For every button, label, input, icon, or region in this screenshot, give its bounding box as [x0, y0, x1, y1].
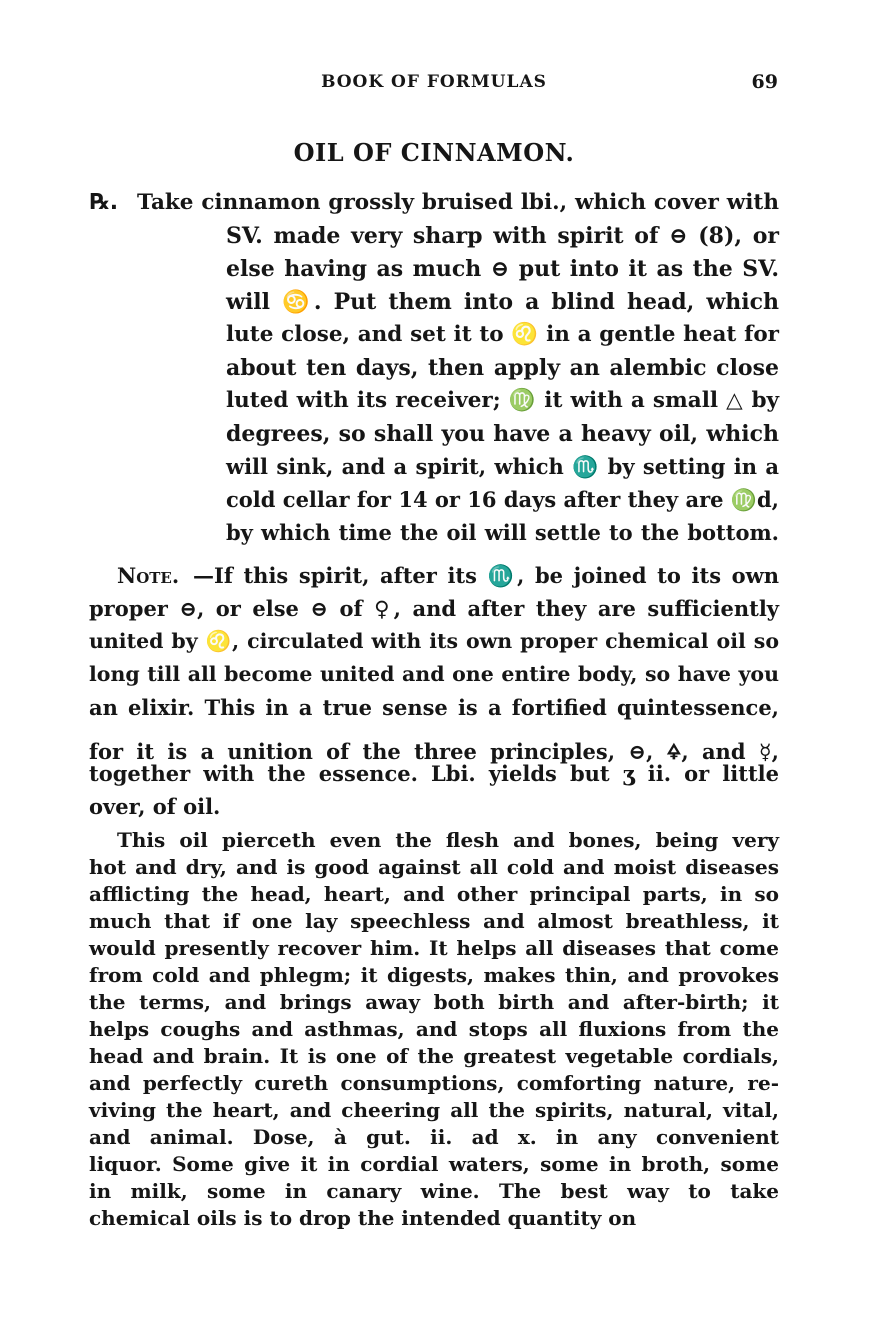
body-line: chemical oils is to drop the intended quantity on [89, 1206, 637, 1230]
note-line: over, of oil. [89, 794, 221, 819]
note-label: Note. [117, 563, 180, 588]
recipe-line: else having as much ⊖ put into it as the SV. [226, 256, 779, 282]
recipe-line: lute close, and set it to ♌ in a gentle heat for [226, 322, 779, 347]
recipe-line: by which time the oil will settle to the bottom. [226, 520, 779, 545]
body-line: would presently recover him. It helps all diseases that come [89, 936, 779, 960]
note-line: an elixir. This in a true sense is a fortified quintessence, [89, 695, 779, 720]
recipe-marker: ℞. [90, 190, 119, 215]
recipe-line: about ten days, then apply an alembic close [226, 355, 779, 381]
section-heading: OIL OF CINNAMON. [293, 138, 575, 167]
body-line: much that if one lay speechless and almost breathless, it [89, 909, 779, 933]
body-line: liquor. Some give it in cordial waters, some in broth, some [89, 1152, 779, 1176]
body-line: from cold and phlegm; it digests, makes thin, and provokes [89, 963, 779, 987]
body-line: and animal. Dose, à gut. ii. ad x. in any convenient [89, 1125, 779, 1149]
body-line: in milk, some in canary wine. The best way to take [89, 1179, 779, 1203]
page-number: 69 [751, 71, 778, 93]
note-line: —If this spirit, after its ♏, be joined to its own [193, 563, 779, 588]
recipe-line: will ♋. Put them into a blind head, which [226, 289, 779, 315]
body-line: afflicting the head, heart, and other principal parts, in so [89, 882, 779, 906]
body-line: the terms, and brings away both birth and after-birth; it [89, 990, 779, 1014]
recipe-line: SV. made very sharp with spirit of ⊖ (8), or [226, 223, 779, 249]
note-line: united by ♌, circulated with its own proper chemical oil so [89, 629, 779, 653]
recipe-line: will sink, and a spirit, which ♏ by setting in a [226, 454, 779, 479]
note-line: together with the essence. Lbi. yields but ʒ ii. or little [89, 761, 779, 786]
note-line: for it is a unition of the three principles, ⊖, 🜍, and ☿, [89, 739, 779, 764]
note-line: long till all become united and one entire body, so have you [89, 662, 779, 686]
running-head [88, 72, 780, 96]
body-line: This oil pierceth even the flesh and bones, being very [117, 828, 779, 852]
body-line: and perfectly cureth consumptions, comforting nature, re- [89, 1071, 779, 1095]
body-line: helps coughs and asthmas, and stops all fluxions from the [89, 1017, 779, 1041]
recipe-line: degrees, so shall you have a heavy oil, which [226, 421, 779, 447]
recipe-line: luted with its receiver; ♍ it with a small △ by [226, 388, 779, 413]
note-line: proper ⊖, or else ⊖ of ♀, and after they are sufficiently [89, 596, 779, 621]
body-line: hot and dry, and is good against all cold and moist diseases [89, 855, 779, 879]
body-line: viving the heart, and cheering all the spirits, natural, vital, [89, 1098, 779, 1122]
body-line: head and brain. It is one of the greatest vegetable cordials, [89, 1044, 779, 1068]
recipe-line: Take cinnamon grossly bruised lbi., which cover with [137, 190, 779, 215]
running-title: BOOK OF FORMULAS [321, 72, 547, 92]
recipe-line: cold cellar for 14 or 16 days after they are ♍d, [226, 487, 779, 512]
